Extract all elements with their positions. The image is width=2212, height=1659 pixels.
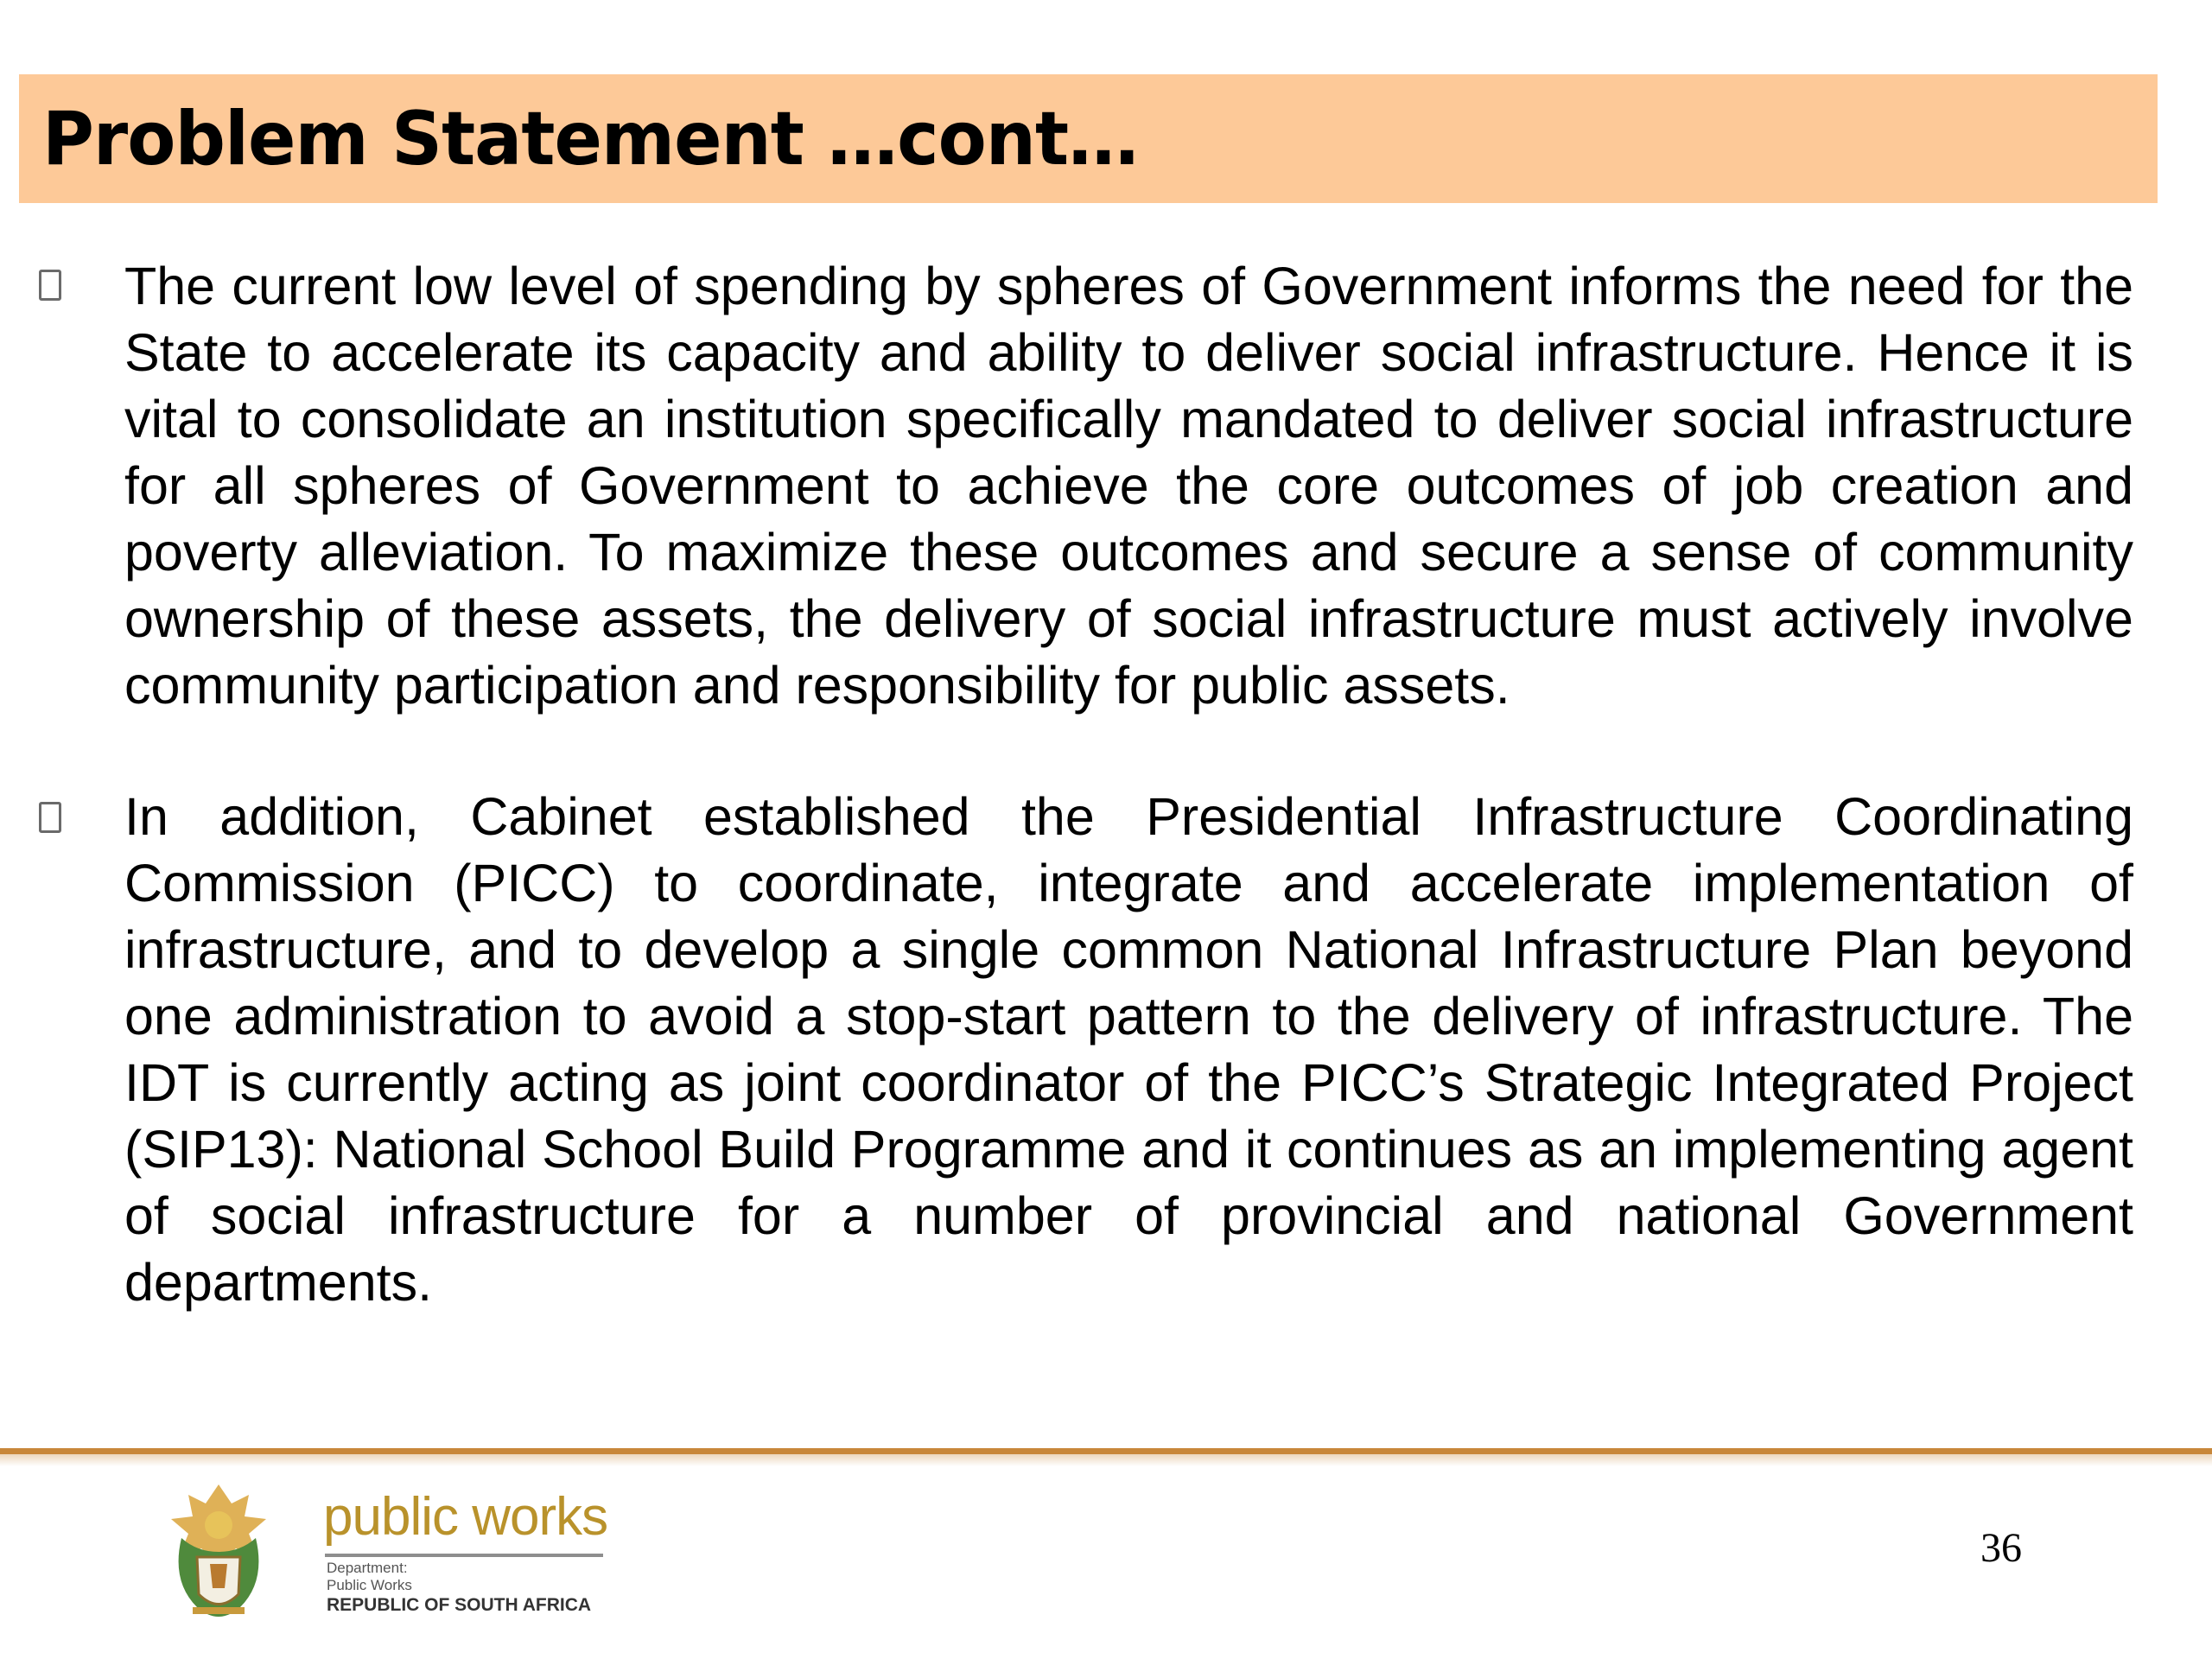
public-works-logo (162, 1478, 612, 1633)
slide-title: Problem Statement …cont… (42, 96, 1138, 182)
footer-divider-shade (0, 1454, 2212, 1466)
page-number: 36 (1980, 1525, 2022, 1571)
bullet-text-2: In addition, Cabinet established the Presidential Infrastructure Coordinating Commission (PICC) to coordinate, integrate and accelerate implementation of infrastructure, and to develop a single common National Infrastructure Plan beyond one administration to avoid a stop-start pattern to the delivery of infrastructure. The IDT is currently acting as joint coordinator of the PICC’s Strategic Integrated Project (SIP13): National School Build Programme and it continues as an implementing agent of social infrastructure for a number of provincial and national Government departments. (124, 787, 2133, 1312)
bullet-text-1: The current low level of spending by spheres of Government informs the need for the State to accelerate its capacity and ability to deliver social infrastructure. Hence it is vital to consolidate an institution specifically mandated to deliver social infrastructure for all spheres of Government to achieve the core outcomes of job creation and poverty alleviation. To maximize these outcomes and secure a sense of community ownership of these assets, the delivery of social infrastructure must actively involve community participation and responsibility for public assets. (124, 257, 2133, 715)
logo-department-label: Department: (327, 1560, 408, 1576)
logo-underline (325, 1554, 603, 1557)
bullet-box-icon (39, 802, 61, 833)
coat-of-arms-icon (162, 1478, 275, 1629)
logo-wordmark: public works (323, 1487, 608, 1547)
footer-divider (0, 1448, 2212, 1454)
logo-department-name: Public Works (327, 1577, 412, 1593)
logo-country: REPUBLIC OF SOUTH AFRICA (327, 1595, 592, 1615)
bullet-box-icon (39, 270, 61, 301)
title-bar (19, 74, 2158, 203)
